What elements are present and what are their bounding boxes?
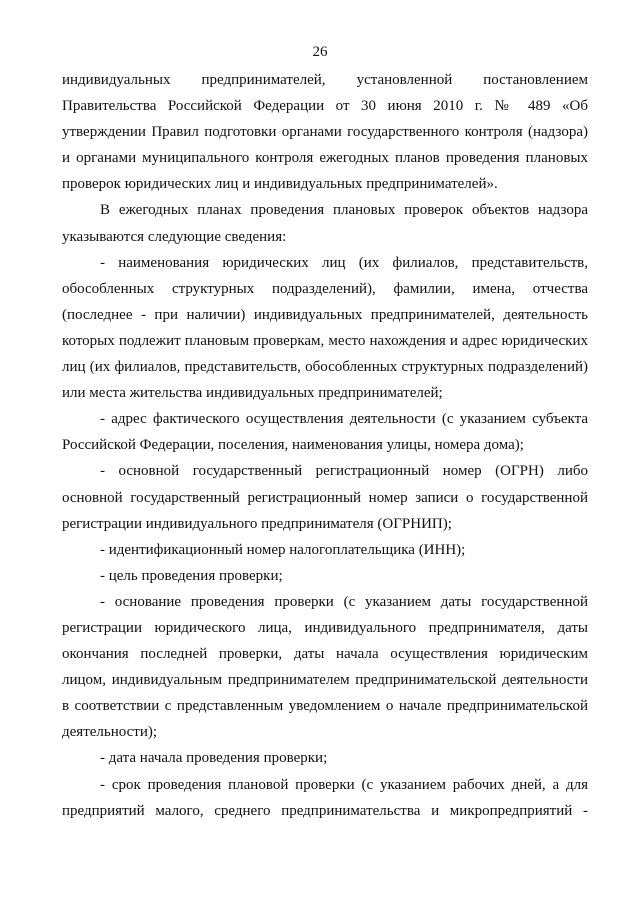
list-item-inn: - идентификационный номер налогоплательщика (ИНН); — [100, 541, 466, 558]
page-number: 26 — [312, 44, 328, 60]
list-item-names: - наименования юридических лиц (их филиалов, представительств, обособленных структурных подразделений), фамилии, имена, отчества (последнее - при наличии) индивидуальных предпринимателей, деятельность которых подлежит плановым проверкам, место нахождения и адрес юридических лиц (их филиалов, представительств, обособленных структурных подразделений) или места жительства индивидуальных предпринимателей; — [62, 254, 588, 402]
list-item-address: - адрес фактического осуществления деятельности (с указанием субъекта Российской Федерации, поселения, наименования улицы, номера дома); — [62, 411, 588, 454]
list-item-grounds: - основание проведения проверки (с указанием даты государственной регистрации юридического лица, индивидуального предпринимателя, даты окончания последней проверки, даты начала осуществления юридическим лицом, индивидуальным предпринимателем предпринимательской деятельности в соответствии с представленным уведомлением о начале предпринимательской деятельности); — [62, 593, 588, 741]
list-item-purpose: - цель проведения проверки; — [100, 567, 283, 584]
paragraph-intro: В ежегодных планах проведения плановых проверок объектов надзора указываются следующие сведения: — [62, 202, 588, 245]
list-item-ogrn: - основной государственный регистрационный номер (ОГРН) либо основной государственный регистрационный номер записи о государственной регистрации индивидуального предпринимателя (ОГРНИП); — [62, 463, 588, 532]
list-item-start-date: - дата начала проведения проверки; — [100, 750, 328, 767]
paragraph-continuation: индивидуальных предпринимателей, установленной постановлением Правительства Российской Федерации от 30 июня 2010 г. № 489 «Об утверждении Правил подготовки органами государственного контроля (надзора) и органами муниципального контроля ежегодных планов проведения плановых проверок юридических лиц и индивидуальных предпринимателей». — [62, 72, 588, 193]
list-item-duration: - срок проведения плановой проверки (с указанием рабочих дней, а для предприятий малого, среднего предпринимательства и микропредприятий - — [62, 776, 588, 819]
document-text — [62, 67, 588, 824]
